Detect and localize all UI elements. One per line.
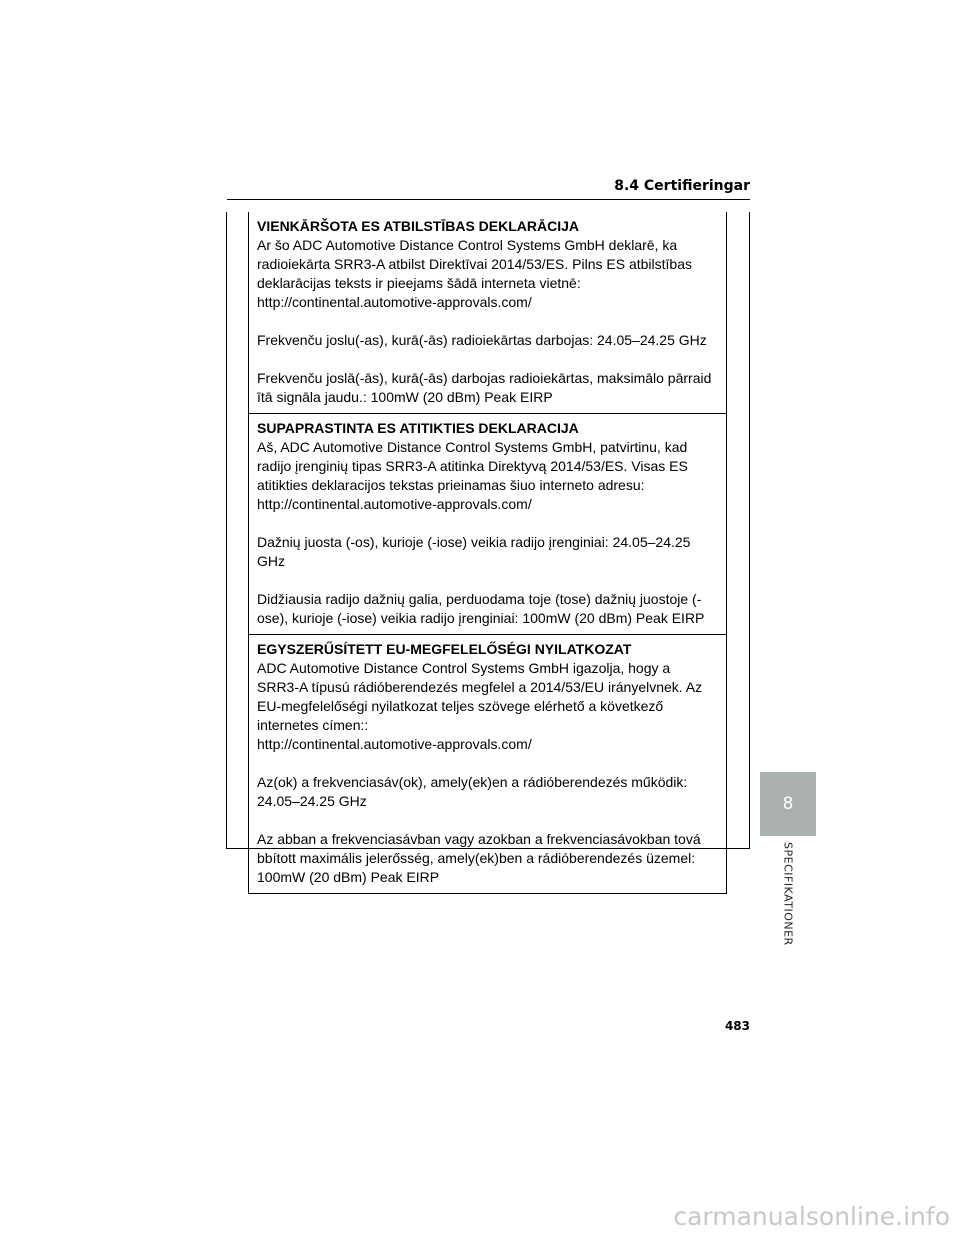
declaration-line: EU-megfelelőségi nyilatkozat teljes szövege elérhető a következő [257, 698, 664, 714]
declaration-line: radijo įrenginių tipas SRR3-A atitinka Direktyvą 2014/53/ES. Visas ES [257, 458, 688, 474]
power-line: Az abban a frekvenciasávban vagy azokban a frekvenciasávokban tová [257, 831, 701, 847]
frequency-line: GHz [257, 553, 285, 569]
declaration-line: atitikties deklaracijos tekstas prieinamas šiuo interneto adresu: [257, 477, 645, 493]
declaration-title: SUPAPRASTINTA ES ATITIKTIES DEKLARACIJA [257, 420, 579, 436]
chapter-tab [760, 772, 816, 836]
power-line: ose), kurioje (-iose) veikia radijo įrenginiai: 100mW (20 dBm) Peak EIRP [257, 610, 705, 626]
frequency-line: Dažnių juosta (-os), kurioje (-iose) veikia radijo įrenginiai: 24.05–24.25 [257, 534, 691, 550]
declaration-hungarian [249, 635, 726, 893]
frequency-line: Az(ok) a frekvenciasáv(ok), amely(ek)en a rádióberendezés működik: [257, 774, 688, 790]
power-line: 100mW (20 dBm) Peak EIRP [257, 869, 440, 885]
declaration-line: radioiekārta SRR3-A atbilst Direktīvai 2014/53/ES. Pilns ES atbilstības [257, 256, 692, 272]
declaration-line: Ar šo ADC Automotive Distance Control Systems GmbH deklarē, ka [257, 237, 678, 253]
declaration-line: ADC Automotive Distance Control Systems GmbH igazolja, hogy a [257, 660, 671, 676]
header-rule [227, 199, 750, 200]
section-title: 8.4 Certifieringar [614, 178, 750, 194]
page-number: 483 [724, 1019, 750, 1033]
declaration-line: internetes címen:: [257, 717, 369, 733]
declaration-url: http://continental.automotive-approvals.com/ [257, 496, 532, 512]
watermark: carmanualsonline.info [673, 1202, 950, 1231]
chapter-number: 8 [782, 794, 794, 814]
power-line: ītā signāla jaudu.: 100mW (20 dBm) Peak EIRP [257, 389, 553, 405]
declaration-latvian [249, 212, 726, 414]
declaration-table [248, 212, 727, 894]
declaration-url: http://continental.automotive-approvals.com/ [257, 294, 532, 310]
declaration-line: deklarācijas teksts ir pieejams šādā interneta vietnē: [257, 275, 581, 291]
declaration-line: SRR3-A típusú rádióberendezés megfelel a 2014/53/EU irányelvnek. Az [257, 679, 703, 695]
declaration-title: EGYSZERŰSÍTETT EU-MEGFELELŐSÉGI NYILATKOZAT [257, 641, 632, 657]
frequency-line: Frekvenču joslu(-as), kurā(-ās) radioiekārtas darbojas: 24.05–24.25 GHz [257, 332, 707, 348]
declaration-title: VIENKĀRŠOTA ES ATBILSTĪBAS DEKLARĀCIJA [257, 218, 580, 234]
chapter-label: SPECIFIKATIONER [781, 842, 795, 946]
power-line: bbított maximális jelerősség, amely(ek)ben a rádióberendezés üzemel: [257, 850, 696, 866]
frequency-line: 24.05–24.25 GHz [257, 793, 367, 809]
declaration-lithuanian [249, 414, 726, 635]
power-line: Didžiausia radijo dažnių galia, perduodama toje (tose) dažnių juostoje (- [257, 591, 702, 607]
declaration-url: http://continental.automotive-approvals.com/ [257, 736, 532, 752]
declaration-line: Aš, ADC Automotive Distance Control Systems GmbH, patvirtinu, kad [257, 439, 688, 455]
power-line: Frekvenču joslā(-ās), kurā(-ās) darbojas radioiekārtas, maksimālo pārraid [257, 370, 712, 386]
